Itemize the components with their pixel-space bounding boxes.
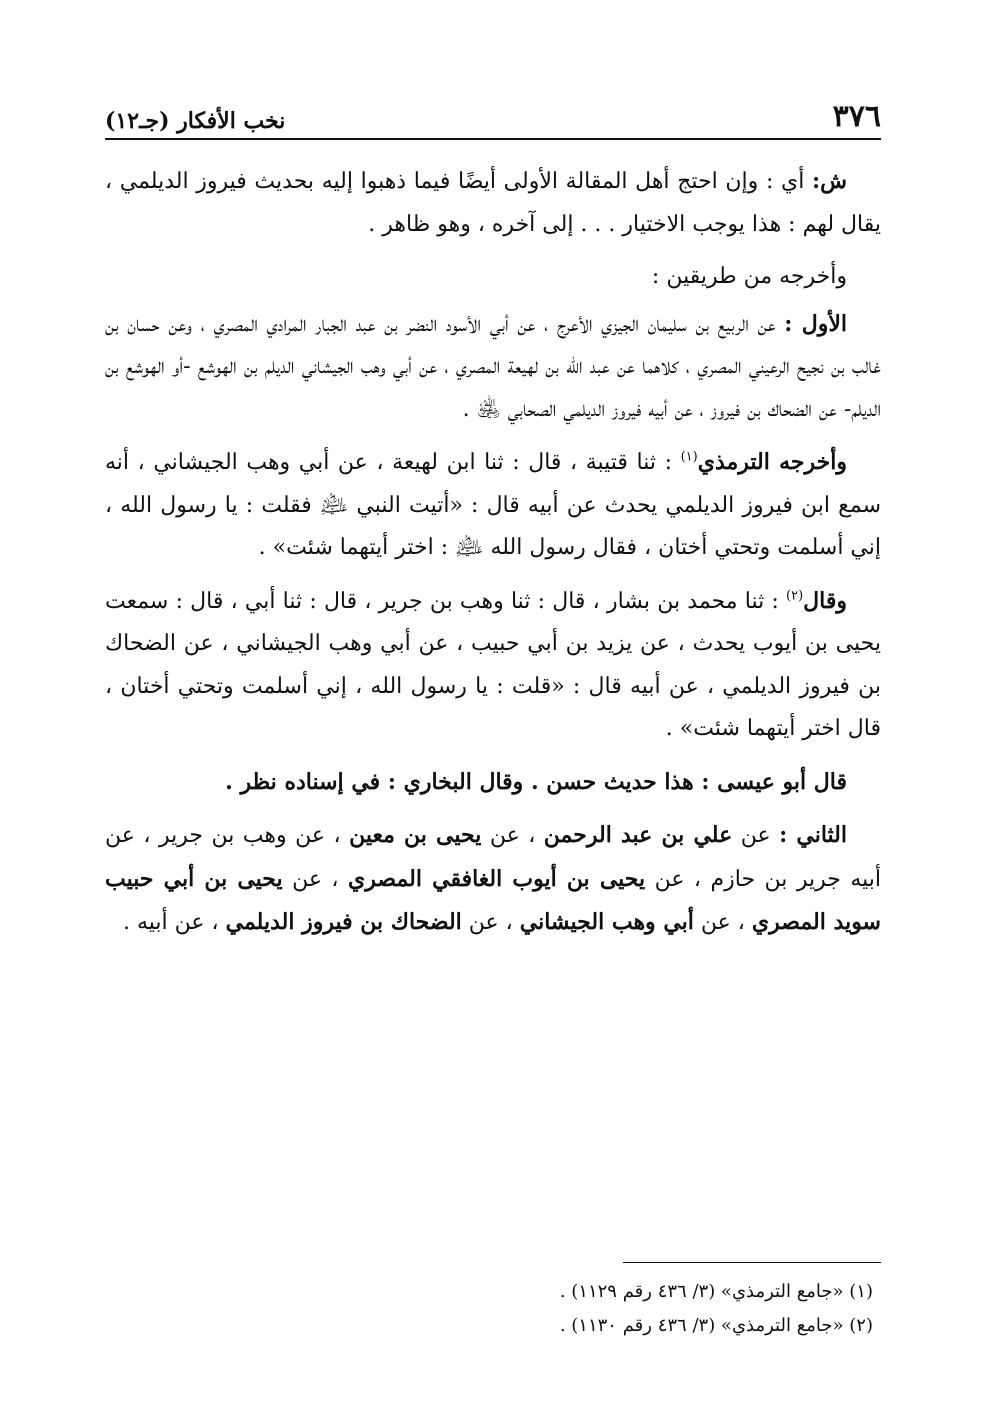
paragraph-intro <box>105 256 881 299</box>
page-header <box>105 88 881 140</box>
footnote-1: (١) «جامع الترمذي» (٣/ ٤٣٦ رقم ١١٢٩) . <box>559 1281 873 1302</box>
text-run: ، عن وهب بن جرير ، عن أبيه جرير بن حازم ، عن <box>105 823 881 892</box>
footnote-divider <box>623 1262 881 1263</box>
paragraph-commentary <box>105 160 881 246</box>
narrator-name: علي بن عبد الرحمن <box>543 822 733 848</box>
paragraph-lead: الأول : <box>784 310 847 337</box>
paragraph-text: أي : وإن احتج أهل المقالة الأولى أيضًا فيما ذهبوا إليه بحديث فيروز الديلمي ، يقال لهم : هذا يوجب الاختيار . . . إلى آخره ، وهو ظاهر . <box>105 169 881 237</box>
paragraph-lead: وأخرجه الترمذي <box>697 449 847 475</box>
paragraph-tirmidhi <box>105 441 881 570</box>
paragraph-abu-isa <box>105 761 881 805</box>
footnotes <box>105 1275 881 1343</box>
text-run: ، عن <box>461 910 520 935</box>
page-number: ٣٧٦ <box>832 99 881 134</box>
text-run: ، عن أبيه . <box>123 910 226 935</box>
running-title: نخب الأفكار (جـ١٢) <box>105 108 286 134</box>
narrator-name: يحيى بن أيوب الغافقي المصري <box>348 865 646 892</box>
text-run: عن <box>732 823 780 848</box>
paragraph-first-path <box>105 303 881 432</box>
paragraph-text: : ثنا قتيبة ، قال : ثنا ابن لهيعة ، عن أبي وهب الجيشاني ، أنه سمع ابن فيروز الديلمي يحدث عن أبيه قال : «أتيت النبي ﵇ فقلت : يا رسول الله ، إني أسلمت وتحتي أختان ، فقال رسول الله ﵇ : اختر أيتهما شئت» . <box>105 450 881 560</box>
footnote-2: (٢) «جامع الترمذي» (٣/ ٤٣٦ رقم ١١٣٠) . <box>559 1315 873 1336</box>
paragraph-text: وأخرجه من طريقين : <box>651 264 847 289</box>
page-body <box>105 160 881 955</box>
footnote-ref: (٢) <box>786 588 804 604</box>
paragraph-lead: وقال <box>803 587 847 614</box>
paragraph-text: : ثنا محمد بن بشار ، قال : ثنا وهب بن جرير ، قال : ثنا أبي ، قال : سمعت يحيى بن أيوب يحدث ، عن يزيد بن أبي حبيب ، عن أبي وهب الجيشاني ، عن الضحاك بن فيروز الديلمي ، عن أبيه قال : «قلت : يا رسول الله ، إني أسلمت وتحتي أختان ، قال اختر أيتهما شئت» . <box>105 588 881 741</box>
paragraph-tirmidhi-second <box>105 580 881 751</box>
paragraph-lead: الثاني : <box>779 822 847 848</box>
paragraph-text: عن الربيع بن سليمان الجيزي الأعرج ، عن أبي الأسود النضر بن عبد الجبار المرادي المصري ، وعن حسان بن غالب بن نجيح الرعيني المصري ، كلاهما عن عبد الله بن لهيعة المصري ، عن أبي وهب الجيشاني الديلم بن الهوشع -أو الهوشع بن الديلم- عن الضحاك بن فيروز ، عن أبيه فيروز الديلمي الصحابي ﵁ . <box>105 311 881 422</box>
paragraph-lead: ش: <box>812 168 847 194</box>
footnote-ref: (١) <box>680 449 698 465</box>
narrator-name: أبي وهب الجيشاني <box>519 909 694 935</box>
paragraph-text: قال أبو عيسى : هذا حديث حسن . وقال البخاري : في إسناده نظر . <box>225 768 847 795</box>
narrator-name: يحيى بن معين <box>349 822 482 848</box>
text-run: ، عن <box>282 866 349 892</box>
text-run: ، عن <box>481 823 544 848</box>
narrator-name: يحيى بن أبي حبيب سويد المصري <box>105 865 881 935</box>
narrator-name: الضحاك بن فيروز الديلمي <box>225 909 462 935</box>
text-run: ، عن <box>693 910 752 935</box>
paragraph-second-path <box>105 814 881 945</box>
